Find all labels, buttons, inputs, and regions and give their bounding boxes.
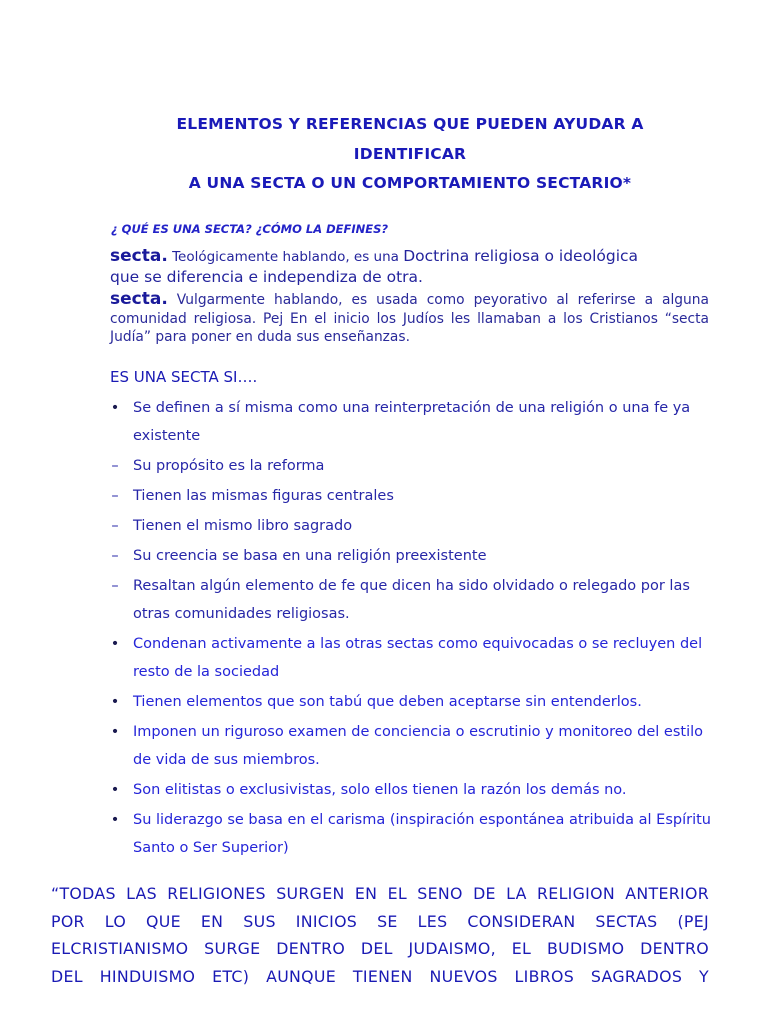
definition-intro: Teológicamente hablando, es una [167, 249, 404, 265]
list-item [108, 542, 718, 570]
list-item [108, 806, 718, 862]
question-heading: ¿ QUÉ ES UNA SECTA? ¿CÓMO LA DEFINES? [111, 222, 389, 236]
criteria-list [108, 394, 718, 862]
quote-line-2: POR LO QUE EN SUS INICIOS SE LES CONSIDERAN SECTAS (PEJ [51, 911, 709, 931]
quote-line-1: “TODAS LAS RELIGIONES SURGEN EN EL SENO DE LA RELIGION ANTERIOR [51, 884, 709, 903]
bullet-marker: • [110, 724, 120, 740]
list-heading: ES UNA SECTA SI…. [110, 368, 258, 386]
list-item-text: Tienen elementos que son tabú que deben aceptarse sin entenderlos. [133, 694, 642, 710]
title-line-1: ELEMENTOS Y REFERENCIAS QUE PUEDEN AYUDAR A [176, 115, 644, 133]
definition-vulgar [110, 290, 709, 347]
list-item-text: Se definen a sí misma como una reinterpretación de una religión o una fe ya existente [133, 400, 691, 444]
definition-emphasis-a: Doctrina religiosa o ideológica [403, 247, 639, 265]
title-line-3: A UNA SECTA O UN COMPORTAMIENTO SECTARIO* [188, 174, 632, 192]
list-item [108, 482, 718, 510]
list-item [108, 512, 718, 540]
closing-quote [51, 880, 709, 990]
bullet-marker: • [110, 812, 120, 828]
dash-marker: – [111, 458, 119, 474]
quote-line-4: DEL HINDUISMO ETC) AUNQUE TIENEN NUEVOS LIBROS SAGRADOS Y [51, 966, 709, 986]
dash-marker: – [111, 488, 119, 504]
definition-term: secta. [110, 246, 168, 266]
list-item [108, 776, 718, 804]
bullet-marker: • [110, 694, 120, 710]
title-line-2: IDENTIFICAR [353, 145, 467, 163]
dash-marker: – [111, 548, 119, 564]
list-item-text: Condenan activamente a las otras sectas como equivocadas o se recluyen del resto de la sociedad [133, 636, 703, 680]
list-item-text: Su creencia se basa en una religión preexistente [133, 548, 487, 564]
list-item-text: Imponen un riguroso examen de conciencia o escrutinio y monitoreo del estilo de vida de sus miembros. [133, 724, 704, 768]
list-item [108, 572, 718, 628]
dash-marker: – [111, 578, 119, 594]
bullet-marker: • [110, 636, 120, 652]
list-item-text: Tienen el mismo libro sagrado [133, 518, 353, 534]
list-item-text: Son elitistas o exclusivistas, solo ellos tienen la razón los demás no. [133, 782, 627, 798]
definition-emphasis-b: que se diferencia e independiza de otra. [110, 268, 423, 286]
definition-term: secta. [110, 289, 168, 309]
list-item [108, 394, 718, 450]
definition-text: Vulgarmente hablando, es usada como peyorativo al referirse a alguna comunidad religiosa. Pej En el inicio los Judíos les llamaban a los Cristianos “secta Judía” para poner en duda sus enseñanzas. [110, 292, 709, 345]
list-item-text: Su liderazgo se basa en el carisma (inspiración espontánea atribuida al Espíritu Santo o Ser Superior) [133, 812, 711, 856]
list-item [108, 718, 718, 774]
list-item [108, 630, 718, 686]
list-item-text: Su propósito es la reforma [133, 458, 325, 474]
list-item [108, 452, 718, 480]
definition-theological [110, 246, 710, 287]
list-item [108, 688, 718, 716]
bullet-marker: • [110, 782, 120, 798]
dash-marker: – [111, 518, 119, 534]
bullet-marker: • [110, 400, 120, 416]
quote-line-3: ELCRISTIANISMO SURGE DENTRO DEL JUDAISMO, EL BUDISMO DENTRO [51, 939, 709, 958]
list-item-text: Tienen las mismas figuras centrales [133, 488, 394, 504]
list-item-text: Resaltan algún elemento de fe que dicen ha sido olvidado o relegado por las otras comunidades religiosas. [133, 578, 690, 622]
